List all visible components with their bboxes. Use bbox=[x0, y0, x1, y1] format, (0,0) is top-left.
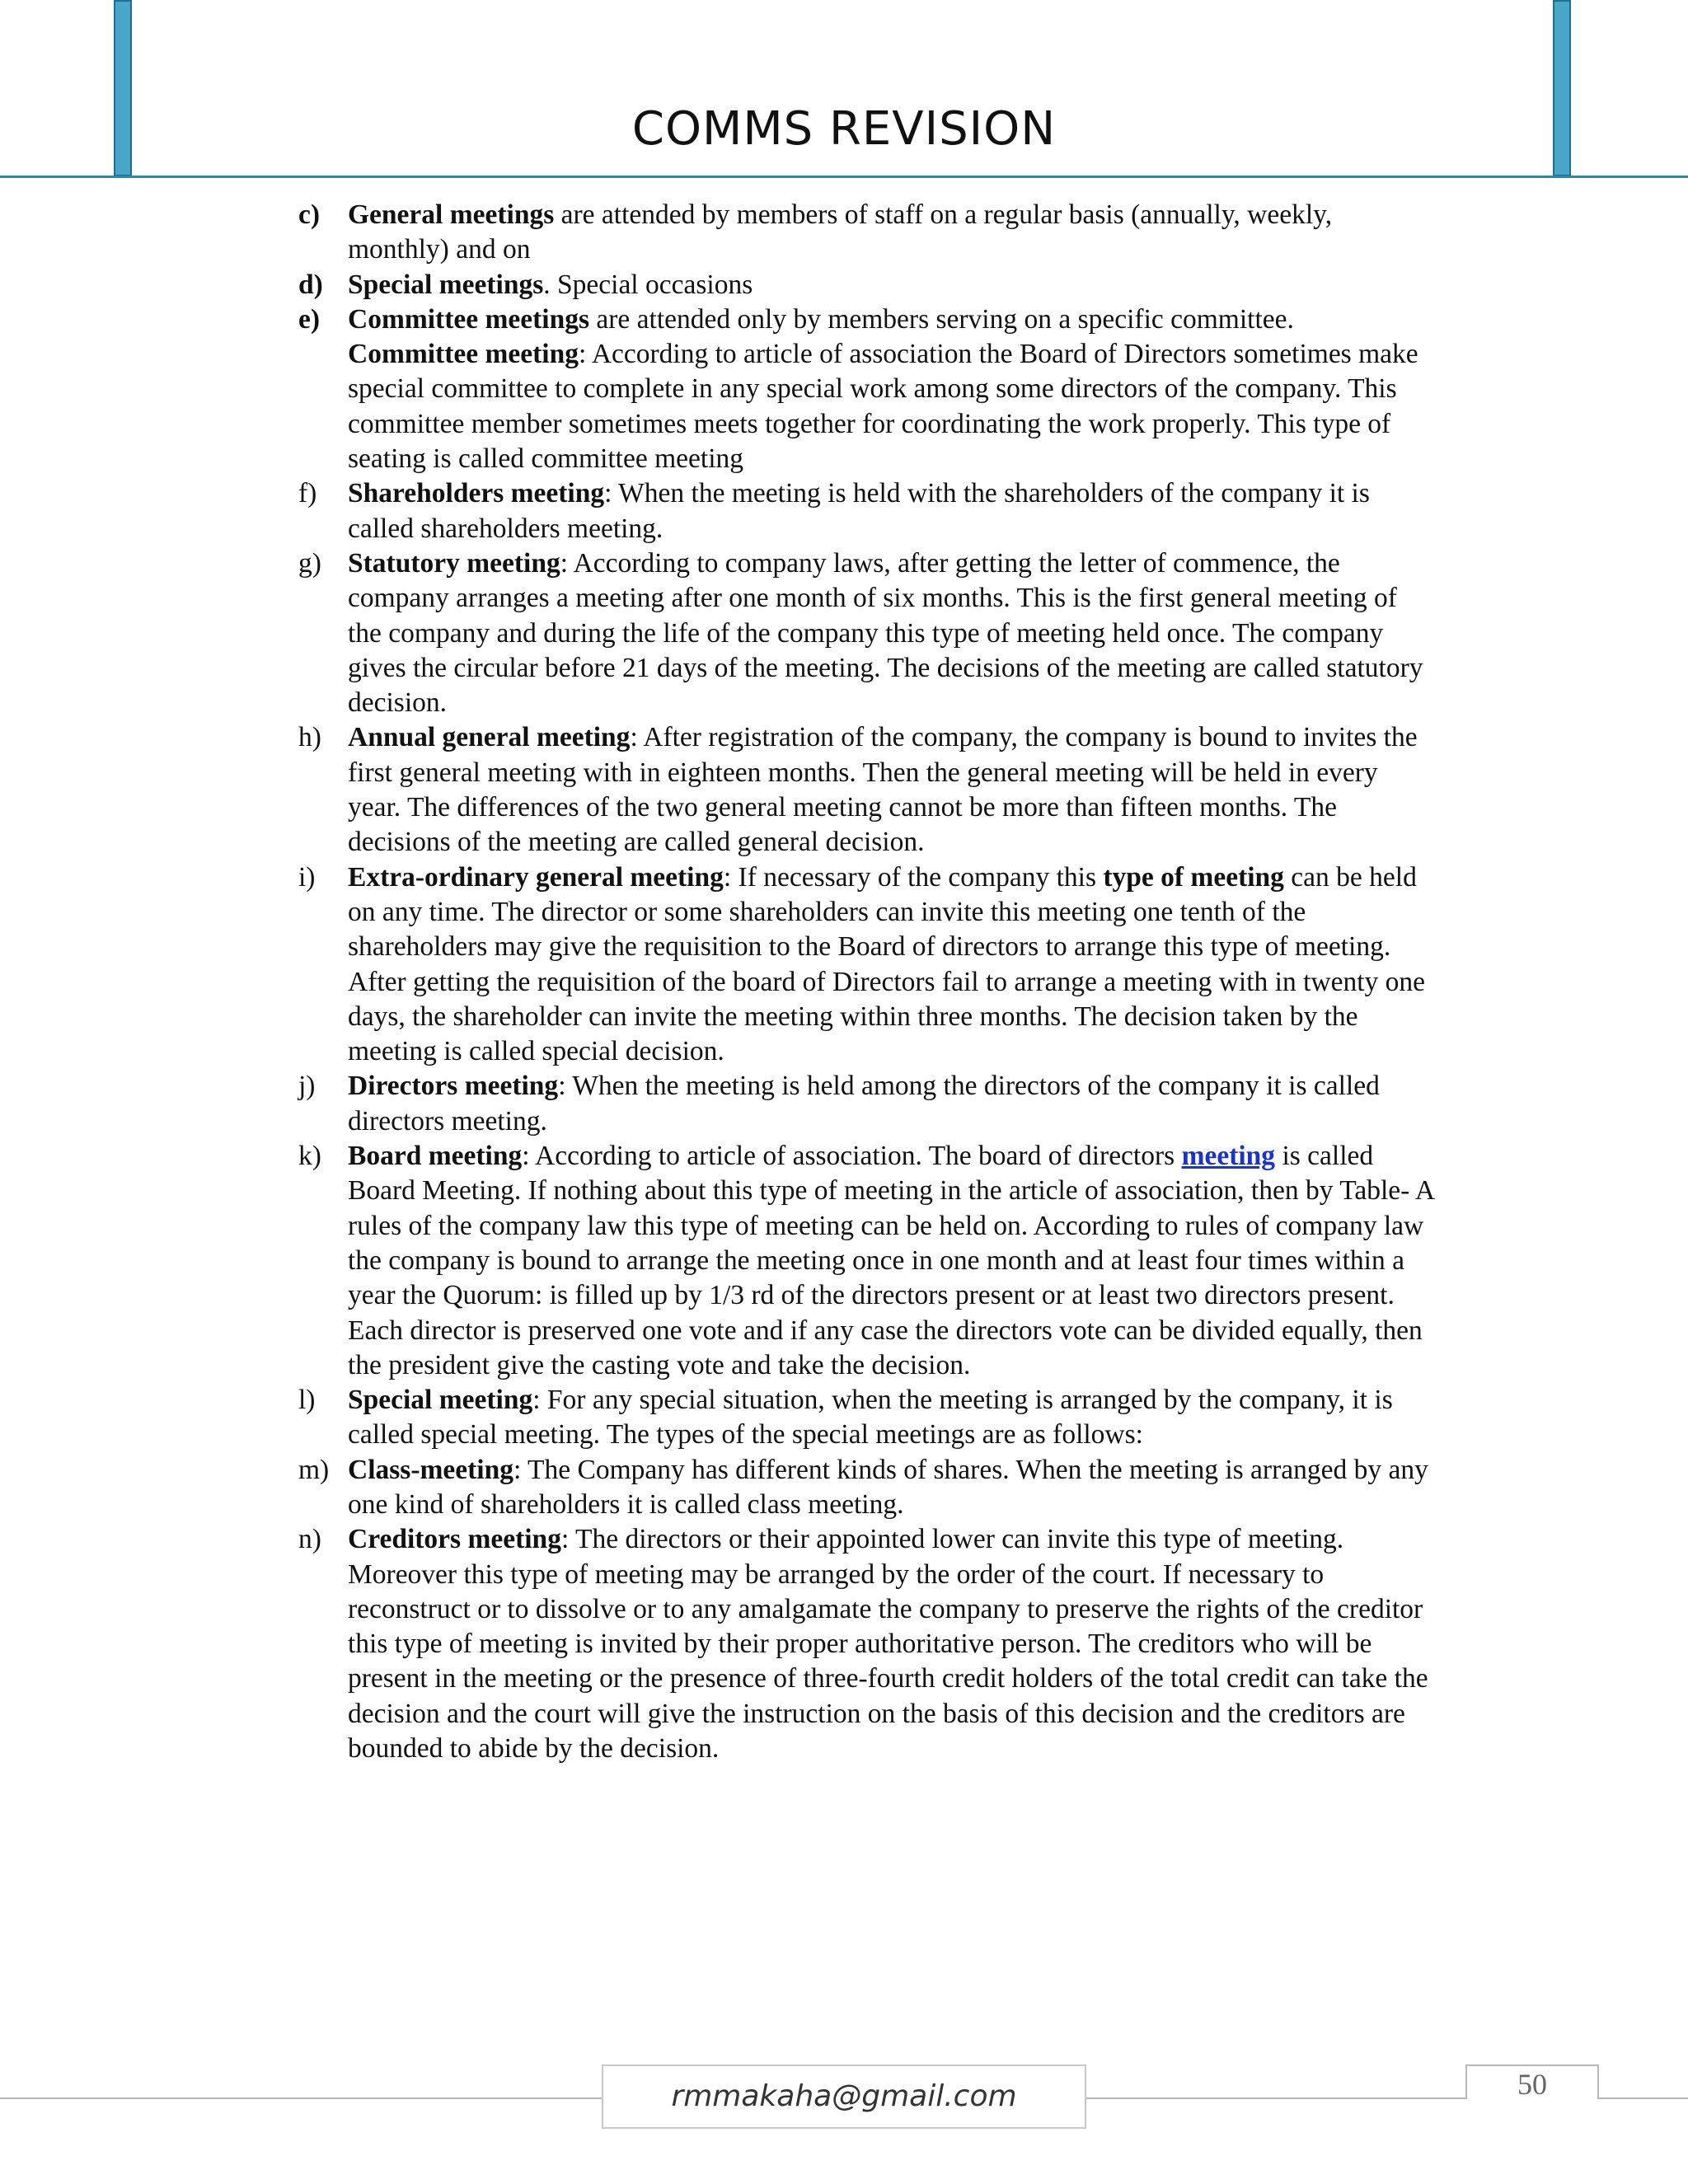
list-marker: g) bbox=[298, 547, 321, 579]
list-marker: d) bbox=[298, 269, 323, 300]
item-term: Board meeting bbox=[348, 1141, 523, 1172]
list-item-special-meetings bbox=[298, 268, 1436, 302]
list-item-statutory-meeting bbox=[298, 546, 1436, 720]
list-marker: f) bbox=[298, 478, 317, 509]
list-marker: c) bbox=[298, 199, 321, 230]
item-text: : When the meeting is held with the shareholders of the company it is called shareholders meeting. bbox=[348, 478, 1370, 544]
item-text: : According to company laws, after getting the letter of commence, the company arranges a meeting after one month of six months. This is the first general meeting of the company and during the life of the company this type of meeting held once. The company gives the circular before 21 days of the meeting. The decisions of the meeting are called statutory decision. bbox=[348, 547, 1423, 719]
list-item-shareholders-meeting bbox=[298, 476, 1436, 546]
item-term: Creditors meeting bbox=[348, 1524, 561, 1555]
footer-divider-middle bbox=[1086, 2097, 1465, 2099]
item-text: : The directors or their appointed lower can invite this type of meeting. Moreover this type of meeting may be arranged by the order of the court. If necessary to reconstruct or to dissolve or to any amalgamate the company to preserve the rights of the creditor this type of meeting is invited by their proper authoritative person. The creditors who will be present in the meeting or the presence of three-fourth credit holders of the total credit can take the decision and the court will give the instruction on the basis of this decision and the creditors are bounded to abide by the decision. bbox=[348, 1524, 1428, 1765]
item-term-secondary: Committee meeting bbox=[348, 339, 579, 370]
list-item-general-meetings bbox=[298, 198, 1436, 268]
list-item-committee-meetings bbox=[298, 302, 1436, 476]
list-marker: h) bbox=[298, 722, 321, 753]
footer-email: rmmakaha@gmail.com bbox=[602, 2064, 1086, 2129]
meeting-link[interactable]: meeting bbox=[1181, 1141, 1276, 1172]
list-marker: k) bbox=[298, 1141, 321, 1172]
list-marker: i) bbox=[298, 861, 316, 893]
list-item-creditors-meeting bbox=[298, 1522, 1436, 1766]
item-term: General meetings bbox=[348, 199, 555, 230]
list-marker: l) bbox=[298, 1385, 316, 1416]
item-text-secondary: : According to article of association the Board of Directors sometimes make special committee to complete in any special work among some directors of the company. This committee member sometimes meets together for coordinating the work properly. This type of seating is called committee meeting bbox=[348, 339, 1418, 475]
item-text-continued: can be held on any time. The director or some shareholders can invite this meeting one tenth of the shareholders may give the requisition to the Board of directors to arrange this type of meeting. After getting the requisition of the board of Directors fail to arrange a meeting with in twenty one days, the shareholder can invite the meeting within three months. The decision taken by the meeting is called special decision. bbox=[348, 861, 1426, 1067]
list-item-board-meeting bbox=[298, 1139, 1436, 1383]
item-term: Directors meeting bbox=[348, 1071, 559, 1102]
list-marker: j) bbox=[298, 1071, 316, 1102]
list-marker: m) bbox=[298, 1454, 330, 1485]
item-term: Statutory meeting bbox=[348, 547, 560, 579]
item-text: : The Company has different kinds of shares. When the meeting is arranged by any one kind of shareholders it is called class meeting. bbox=[348, 1454, 1428, 1520]
item-term: Annual general meeting bbox=[348, 722, 631, 753]
item-term: Class-meeting bbox=[348, 1454, 513, 1485]
item-text-continued: is called Board Meeting. If nothing about this type of meeting in the article of association, then by Table- A rules of the company law this type of meeting can be held on. According to rules of company law the company is bound to arrange the meeting once in one month and at least four times within a year the Quorum: is filled up by 1/3 rd of the directors present or at least two directors present. Each director is preserved one vote and if any case the directors vote can be divided equally, then the president give the casting vote and take the decision. bbox=[348, 1141, 1434, 1380]
item-text: are attended by members of staff on a regular basis (annually, weekly, monthly) and on bbox=[348, 199, 1333, 265]
item-text: : After registration of the company, the company is bound to invites the first general meeting with in eighteen months. Then the general meeting will be held in every year. The differences of the two general meeting cannot be more than fifteen months. The decisions of the meeting are called general decision. bbox=[348, 722, 1418, 858]
item-text: : According to article of association. The board of directors bbox=[522, 1141, 1182, 1172]
meeting-types-list bbox=[298, 198, 1436, 1766]
item-text: : For any special situation, when the meeting is arranged by the company, it is called special meeting. The types of the special meetings are as follows: bbox=[348, 1385, 1393, 1451]
item-text: : If necessary of the company this bbox=[723, 861, 1104, 893]
item-text: are attended only by members serving on a specific committee. bbox=[589, 303, 1294, 335]
item-term: Extra-ordinary general meeting bbox=[348, 861, 724, 893]
item-text: : When the meeting is held among the directors of the company it is called directors meeting. bbox=[348, 1071, 1380, 1137]
item-term: Committee meetings bbox=[348, 303, 590, 335]
list-item-class-meeting bbox=[298, 1453, 1436, 1523]
list-marker: e) bbox=[298, 303, 321, 335]
list-marker: n) bbox=[298, 1524, 321, 1555]
item-term: Special meetings bbox=[348, 269, 544, 300]
list-item-extraordinary-general-meeting bbox=[298, 860, 1436, 1070]
footer-divider-left bbox=[0, 2097, 602, 2099]
item-inline-bold: type of meeting bbox=[1103, 861, 1284, 893]
list-item-annual-general-meeting bbox=[298, 720, 1436, 860]
footer-divider-right bbox=[1599, 2097, 1688, 2099]
item-term: Special meeting bbox=[348, 1385, 533, 1416]
list-item-special-meeting bbox=[298, 1383, 1436, 1453]
header-divider bbox=[0, 176, 1688, 178]
page-header-title: COMMS REVISION bbox=[631, 102, 1057, 156]
item-term: Shareholders meeting bbox=[348, 478, 605, 509]
list-item-directors-meeting bbox=[298, 1069, 1436, 1139]
page-number: 50 bbox=[1465, 2064, 1599, 2099]
item-text: . Special occasions bbox=[543, 269, 753, 300]
